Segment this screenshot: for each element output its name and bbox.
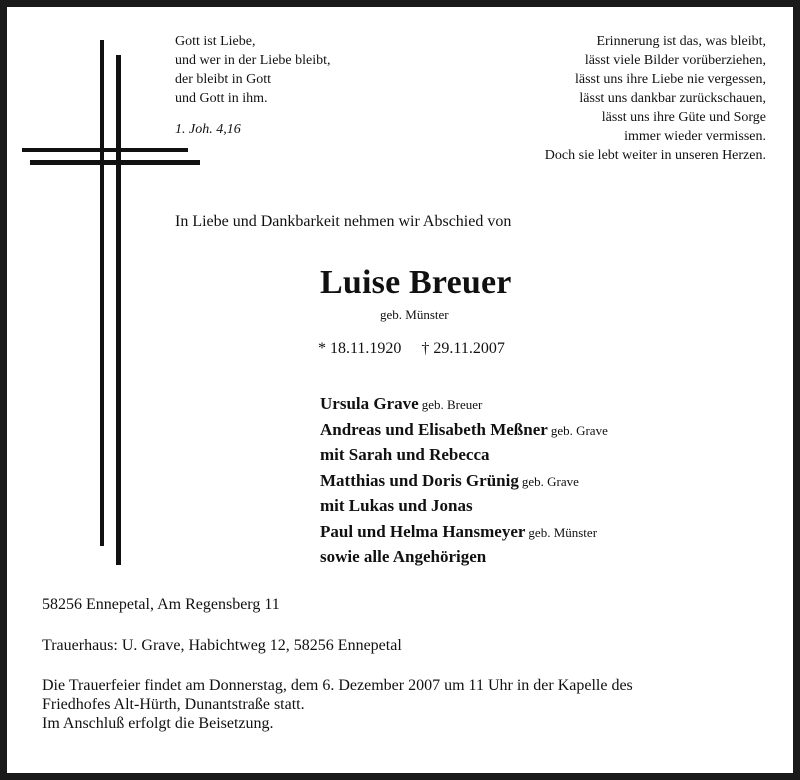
family-address: 58256 Ennepetal, Am Regensberg 11 xyxy=(42,596,280,613)
mourner-row xyxy=(320,494,608,520)
mourner-birth-name: geb. Münster xyxy=(528,524,598,540)
mourner-name: Paul und Helma Hansmeyer xyxy=(320,521,526,541)
cross-vertical-bar xyxy=(100,40,104,546)
poem-line: Doch sie lebt weiter in unseren Herzen. xyxy=(544,148,766,163)
mourner-birth-name: geb. Breuer xyxy=(421,397,483,412)
mourner-row xyxy=(320,469,608,495)
mourner-name: Ursula Grave xyxy=(320,394,419,413)
poem-line: lässt viele Bilder vorüberziehen, xyxy=(584,53,766,68)
mourner-row xyxy=(320,443,608,469)
maiden-name: geb. Münster xyxy=(380,307,449,322)
memorial-poem xyxy=(545,32,766,165)
mourner-birth-name: geb. Grave xyxy=(521,473,579,489)
funeral-notice xyxy=(42,676,633,733)
poem-line: Erinnerung ist das, was bleibt, xyxy=(596,34,766,49)
notice-line: Im Anschluß erfolgt die Beisetzung. xyxy=(42,715,274,732)
mourner-row xyxy=(320,392,608,418)
verse-line: und wer in der Liebe bleibt, xyxy=(175,53,331,68)
bible-verse xyxy=(175,32,331,108)
cross-vertical-bar-shadow xyxy=(116,55,121,565)
verse-reference: 1. Joh. 4,16 xyxy=(175,122,241,137)
mourner-row xyxy=(320,545,608,571)
death-date: † 29.11.2007 xyxy=(421,340,505,357)
house-of-mourning: Trauerhaus: U. Grave, Habichtweg 12, 58256 Ennepetal xyxy=(42,637,402,654)
poem-line: lässt uns dankbar zurückschauen, xyxy=(579,91,766,106)
deceased-name: Luise Breuer xyxy=(320,264,512,301)
cross-horizontal-bar xyxy=(22,148,188,152)
mourner-row xyxy=(320,418,608,444)
mourner-birth-name: geb. Grave xyxy=(550,422,608,438)
birth-date: * 18.11.1920 xyxy=(318,340,402,357)
verse-line: der bleibt in Gott xyxy=(175,72,272,87)
mourner-name: mit Sarah und Rebecca xyxy=(320,445,490,464)
poem-line: immer wieder vermissen. xyxy=(624,129,766,144)
mourner-row xyxy=(320,520,608,546)
verse-line: Gott ist Liebe, xyxy=(175,34,256,49)
mourner-name: sowie alle Angehörigen xyxy=(320,547,487,566)
notice-line: Friedhofes Alt-Hürth, Dunantstraße statt. xyxy=(42,696,305,713)
notice-line: Die Trauerfeier findet am Donnerstag, dem 6. Dezember 2007 um 11 Uhr in der Kapelle des xyxy=(42,677,633,694)
life-dates xyxy=(318,340,505,358)
farewell-intro: In Liebe und Dankbarkeit nehmen wir Abschied von xyxy=(175,213,512,230)
poem-line: lässt uns ihre Liebe nie vergessen, xyxy=(574,72,766,87)
poem-line: lässt uns ihre Güte und Sorge xyxy=(601,110,766,125)
cross-horizontal-bar-shadow xyxy=(30,160,200,165)
mourners-list xyxy=(320,392,608,571)
mourner-name: Matthias und Doris Grünig xyxy=(320,470,519,490)
verse-line: und Gott in ihm. xyxy=(175,91,268,106)
mourner-name: mit Lukas und Jonas xyxy=(320,496,473,515)
mourner-name: Andreas und Elisabeth Meßner xyxy=(320,419,548,439)
